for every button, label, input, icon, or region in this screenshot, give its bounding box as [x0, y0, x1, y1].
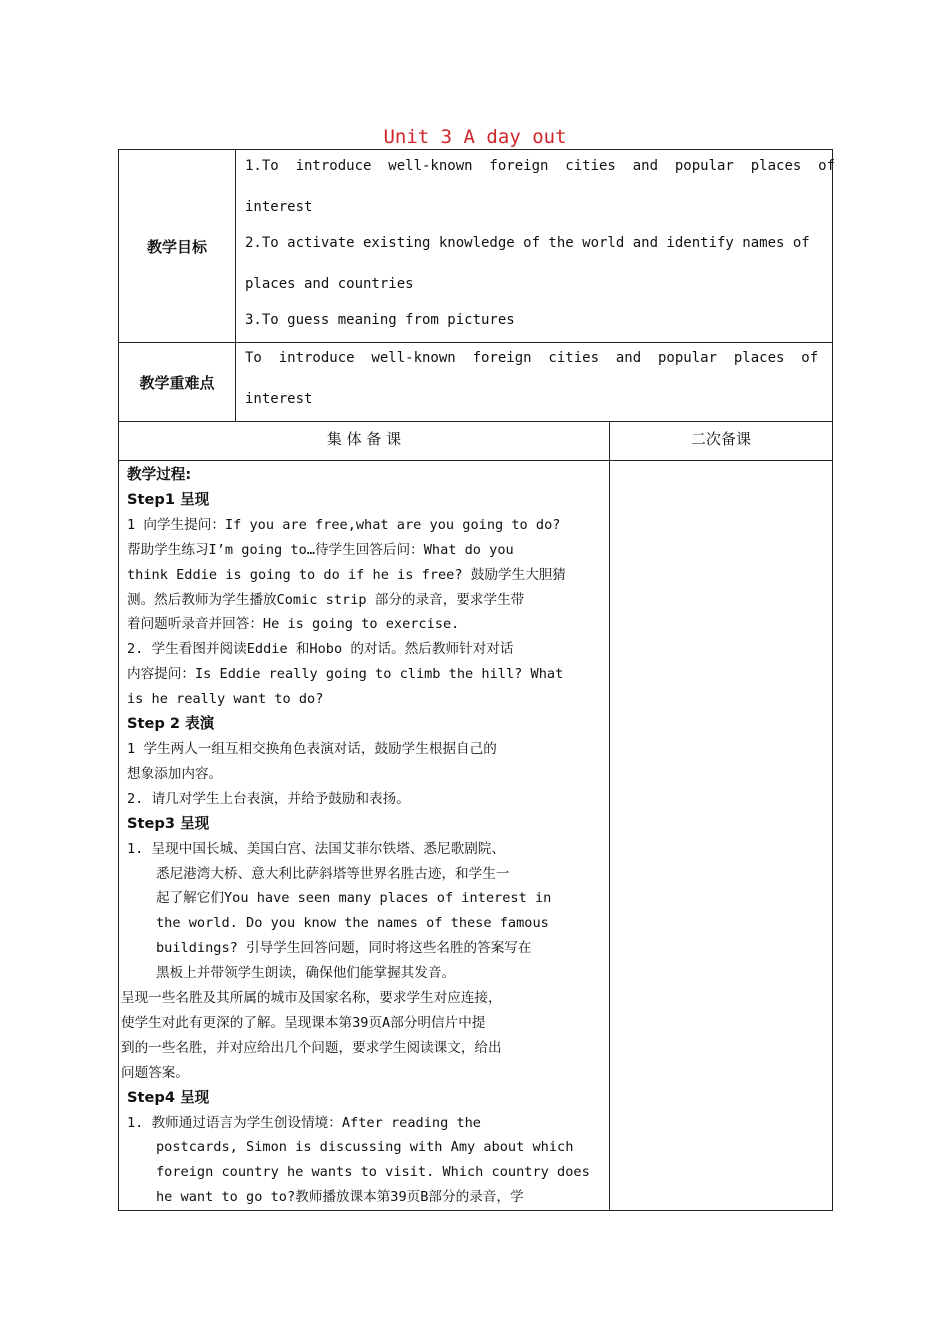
step4-line: he want to go to?教师播放课本第39页B部分的录音，学 — [156, 1189, 524, 1206]
objectives-content — [236, 150, 836, 343]
objective-line: places and countries — [245, 276, 414, 292]
objective-line: interest — [245, 199, 313, 215]
teaching-process — [119, 461, 610, 1211]
step3-line: buildings? 引导学生回答问题，同时将这些名胜的答案写在 — [156, 940, 532, 957]
step3-line: 使学生对此有更深的了解。呈现课本第39页A部分明信片中提 — [121, 1014, 486, 1031]
objectives-label: 教学目标 — [119, 150, 236, 343]
process-row — [119, 461, 833, 1211]
step1-line: 2. 学生看图并阅读Eddie 和Hobo 的对话。然后教师针对对话 — [127, 641, 514, 658]
step1-title: Step1 呈现 — [127, 490, 210, 508]
step3-line: 起了解它们You have seen many places of interest in — [156, 890, 552, 907]
secondary-prep-cell — [610, 461, 833, 1211]
step1-line: 内容提问：Is Eddie really going to climb the hill? What — [127, 666, 564, 683]
step1-line: is he really want to do? — [127, 691, 324, 708]
step3-line: 呈现一些名胜及其所属的城市及国家名称，要求学生对应连接， — [121, 990, 502, 1007]
objective-line: 1.To introduce well-known foreign cities and popular places of — [245, 158, 836, 174]
step2-line: 1 学生两人一组互相交换角色表演对话，鼓励学生根据自己的 — [127, 740, 497, 757]
step3-line: 问题答案。 — [121, 1064, 189, 1081]
step3-line: 1. 呈现中国长城、美国白宫、法国艾菲尔铁塔、悉尼歌剧院、 — [127, 840, 505, 857]
step1-line: 帮助学生练习I’m going to…待学生回答后问：What do you — [127, 541, 514, 558]
key-points-row — [119, 343, 833, 422]
lesson-plan-table — [118, 149, 836, 1211]
step4-line: foreign country he wants to visit. Which country does — [156, 1164, 590, 1181]
step4-line: 1. 教师通过语言为学生创设情境：After reading the — [127, 1114, 481, 1131]
step3-line: the world. Do you know the names of these famous — [156, 915, 549, 932]
objective-line: 2.To activate existing knowledge of the world and identify names of — [245, 235, 810, 251]
step1-line: 着问题听录音并回答：He is going to exercise. — [127, 616, 460, 633]
collective-prep-header: 集 体 备 课 — [119, 422, 610, 461]
header-row — [119, 422, 833, 461]
objectives-row — [119, 150, 833, 343]
key-points-label: 教学重难点 — [119, 343, 236, 422]
key-points-content — [236, 343, 833, 422]
step1-line: think Eddie is going to do if he is free? 鼓励学生大胆猜 — [127, 566, 566, 583]
step2-line: 想象添加内容。 — [127, 765, 223, 782]
step4-line: postcards, Simon is discussing with Amy about which — [156, 1139, 574, 1156]
process-heading: 教学过程: — [127, 466, 192, 483]
secondary-prep-header: 二次备课 — [610, 422, 833, 461]
step2-title: Step 2 表演 — [127, 715, 215, 733]
step3-line: 到的一些名胜，并对应给出几个问题，要求学生阅读课文，给出 — [121, 1039, 502, 1056]
objective-line: 3.To guess meaning from pictures — [245, 312, 515, 328]
step1-line: 1 向学生提问：If you are free,what are you going to do? — [127, 516, 561, 533]
step2-line: 2. 请几对学生上台表演，并给予鼓励和表扬。 — [127, 790, 410, 807]
step3-line: 悉尼港湾大桥、意大利比萨斜塔等世界名胜古迹，和学生一 — [156, 865, 510, 882]
page-title: Unit 3 A day out — [383, 126, 567, 148]
step4-title: Step4 呈现 — [127, 1088, 210, 1106]
step3-title: Step3 呈现 — [127, 814, 210, 832]
key-point-line: interest — [245, 391, 313, 407]
step1-line: 测。然后教师为学生播放Comic strip 部分的录音，要求学生带 — [127, 591, 525, 608]
step3-line: 黑板上并带领学生朗读，确保他们能掌握其发音。 — [156, 965, 456, 982]
key-point-line: To introduce well-known foreign cities and popular places of — [245, 350, 819, 366]
